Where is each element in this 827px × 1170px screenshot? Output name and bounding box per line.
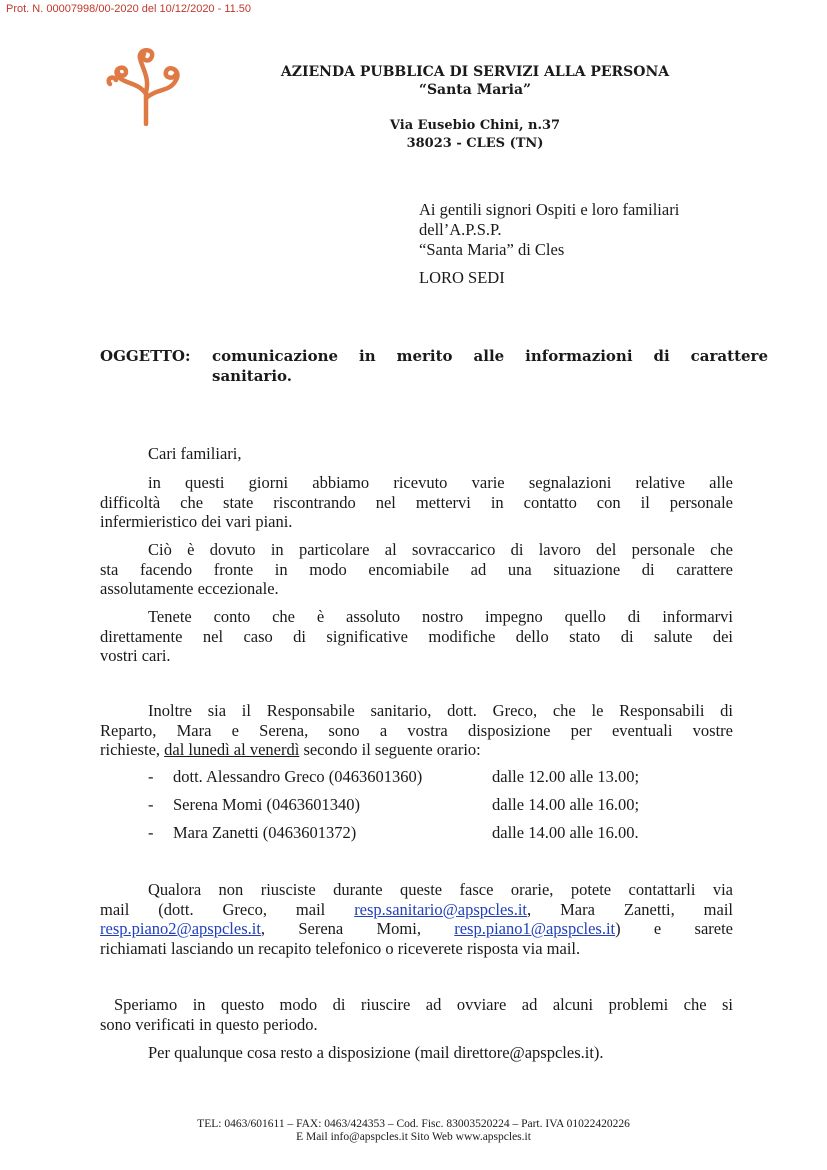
paragraph-line: assolutamente eccezionale. bbox=[100, 579, 279, 598]
schedule-hours: dalle 12.00 alle 13.00; bbox=[492, 767, 640, 786]
paragraph-3 bbox=[100, 607, 733, 666]
schedule-hours: dalle 14.00 alle 16.00. bbox=[492, 823, 639, 842]
organization-name: AZIENDA PUBBLICA DI SERVIZI ALLA PERSONA bbox=[280, 64, 670, 80]
paragraph-line: richiamati lasciando un recapito telefonico o riceverete risposta via mail. bbox=[100, 938, 581, 958]
email-link-piano1[interactable]: resp.piano1@apspcles.it bbox=[454, 919, 616, 938]
paragraph-line bbox=[100, 900, 733, 920]
schedule-contact: dott. Alessandro Greco (0463601360) bbox=[173, 767, 423, 786]
schedule-contact: Mara Zanetti (0463601372) bbox=[173, 823, 357, 842]
protocol-stamp: Prot. N. 00007998/00-2020 del 10/12/2020 - 11.50 bbox=[6, 3, 252, 15]
paragraph-line: Reparto, Mara e Serena, sono a vostra disposizione per eventuali vostre bbox=[100, 720, 733, 740]
weekday-range: dal lunedì al venerdì bbox=[164, 740, 300, 759]
text-fragment: ) e sarete bbox=[615, 919, 733, 938]
paragraph-line: Ciò è dovuto in particolare al sovraccarico di lavoro del personale che bbox=[148, 540, 733, 559]
paragraph-4 bbox=[100, 701, 733, 760]
footer-web: E Mail info@apspcles.it Sito Web www.apspcles.it bbox=[296, 1131, 531, 1143]
greeting: Cari familiari, bbox=[148, 444, 242, 463]
recipient-line-1: Ai gentili signori Ospiti e loro familiari bbox=[419, 200, 680, 219]
text-fragment: , Serena Momi, bbox=[260, 919, 455, 938]
paragraph-line: sono verificati in questo periodo. bbox=[100, 1014, 318, 1034]
paragraph-line bbox=[100, 919, 733, 939]
subject-label: OGGETTO: bbox=[100, 347, 191, 365]
list-dash: - bbox=[148, 767, 154, 786]
text-fragment: , Mara Zanetti, mail bbox=[527, 899, 733, 919]
list-dash: - bbox=[148, 795, 154, 814]
paragraph-line: infermieristico dei vari piani. bbox=[100, 512, 293, 531]
subject-block bbox=[100, 346, 768, 386]
paragraph-line: Tenete conto che è assoluto nostro impegno quello di informarvi bbox=[148, 607, 733, 626]
paragraph-6 bbox=[100, 995, 733, 1034]
footer-contacts: TEL: 0463/601611 – FAX: 0463/424353 – Cod. Fisc. 83003520224 – Part. IVA 01022420226 bbox=[197, 1118, 630, 1130]
text-fragment: richieste, bbox=[100, 740, 165, 759]
paragraph-line: Qualora non riusciste durante queste fasce orarie, potete contattarli via bbox=[148, 880, 733, 899]
organization-subtitle: “Santa Maria” bbox=[418, 82, 532, 98]
email-link-piano2[interactable]: resp.piano2@apspcles.it bbox=[100, 919, 261, 938]
list-dash: - bbox=[148, 823, 154, 842]
recipient-line-3: “Santa Maria” di Cles bbox=[419, 240, 565, 259]
address-street: Via Eusebio Chini, n.37 bbox=[389, 118, 561, 133]
text-fragment: secondo il seguente orario: bbox=[299, 740, 481, 759]
tree-icon bbox=[104, 42, 188, 126]
paragraph-2 bbox=[100, 540, 733, 599]
paragraph-line: Speriamo in questo modo di riuscire ad ovviare ad alcuni problemi che si bbox=[114, 995, 733, 1014]
text-fragment: mail (dott. Greco, mail bbox=[100, 899, 355, 919]
subject-text-line-2: sanitario. bbox=[212, 367, 292, 385]
paragraph-line: difficoltà che state riscontrando nel mettervi in contatto con il personale bbox=[100, 492, 733, 512]
paragraph-line: vostri cari. bbox=[100, 646, 171, 665]
paragraph-line: in questi giorni abbiamo ricevuto varie segnalazioni relative alle bbox=[148, 473, 733, 492]
subject-text-line-1: comunicazione in merito alle informazioni di carattere bbox=[212, 347, 768, 365]
paragraph-7: Per qualunque cosa resto a disposizione (mail direttore@apspcles.it). bbox=[148, 1043, 604, 1062]
email-link-sanitario[interactable]: resp.sanitario@apspcles.it bbox=[354, 899, 528, 919]
schedule-hours: dalle 14.00 alle 16.00; bbox=[492, 795, 640, 814]
paragraph-line: direttamente nel caso di significative modifiche dello stato di salute dei bbox=[100, 626, 733, 646]
paragraph-1 bbox=[100, 473, 733, 532]
schedule-contact: Serena Momi (0463601340) bbox=[173, 795, 360, 814]
address-city: 38023 - CLES (TN) bbox=[406, 136, 544, 151]
recipient-line-2: dell’A.P.S.P. bbox=[419, 220, 502, 239]
paragraph-5 bbox=[100, 880, 733, 958]
recipient-line-4: LORO SEDI bbox=[419, 268, 505, 287]
paragraph-line bbox=[100, 740, 733, 760]
paragraph-line: sta facendo fronte in modo encomiabile ad una situazione di carattere bbox=[100, 559, 733, 579]
paragraph-line: Inoltre sia il Responsabile sanitario, dott. Greco, che le Responsabili di bbox=[148, 701, 733, 720]
